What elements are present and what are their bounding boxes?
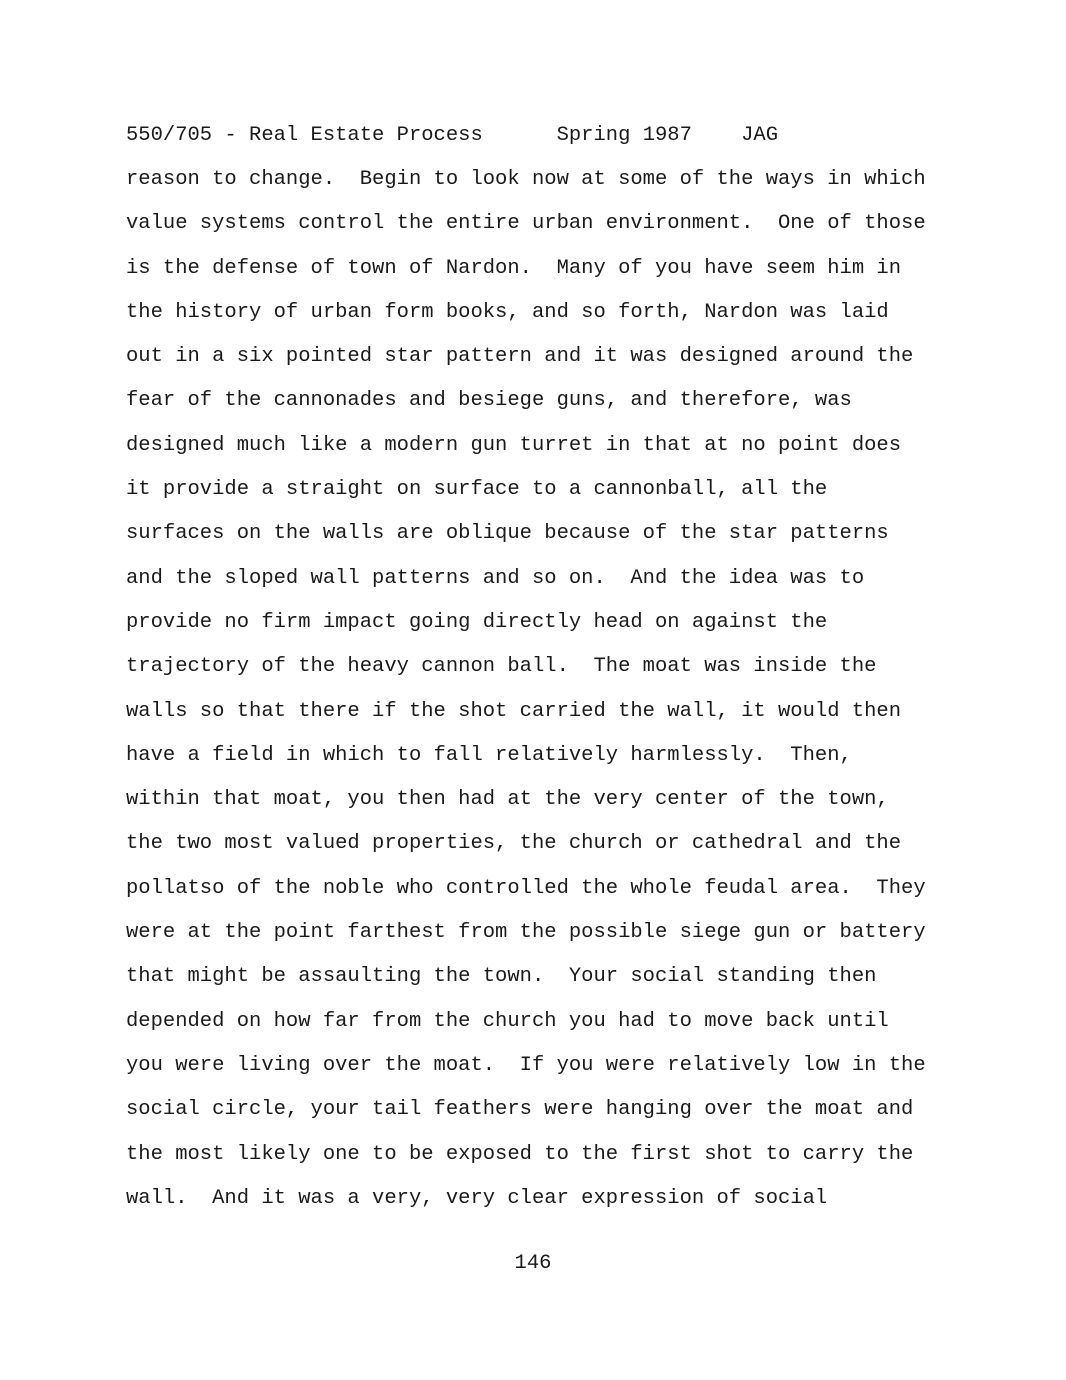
text-line: wall. And it was a very, very clear expression of social [126, 1186, 828, 1210]
text-line: you were living over the moat. If you were relatively low in the [126, 1053, 926, 1077]
text-line: depended on how far from the church you had to move back until [126, 1009, 889, 1033]
text-line: that might be assaulting the town. Your social standing then [126, 965, 877, 989]
page-number: 146 [514, 1252, 552, 1275]
text-line: trajectory of the heavy cannon ball. The moat was inside the [126, 655, 877, 679]
text-line: pollatso of the noble who controlled the whole feudal area. They [126, 876, 926, 900]
transcript-body [126, 166, 926, 1229]
text-line: the history of urban form books, and so forth, Nardon was laid [126, 300, 889, 324]
text-line: is the defense of town of Nardon. Many of you have seem him in [126, 256, 902, 280]
text-line: fear of the cannonades and besiege guns, and therefore, was [126, 389, 852, 413]
text-line: value systems control the entire urban environment. One of those [126, 212, 926, 236]
text-line: walls so that there if the shot carried the wall, it would then [126, 699, 902, 723]
text-line: designed much like a modern gun turret in that at no point does [126, 433, 902, 457]
text-line: out in a six pointed star pattern and it was designed around the [126, 345, 914, 369]
text-line: social circle, your tail feathers were hanging over the moat and [126, 1098, 914, 1122]
text-line: within that moat, you then had at the very center of the town, [126, 788, 889, 812]
header-initials: JAG [741, 124, 779, 147]
text-line: the most likely one to be exposed to the first shot to carry the [126, 1142, 914, 1166]
text-line: have a field in which to fall relatively harmlessly. Then, [126, 743, 852, 767]
text-line: provide no firm impact going directly head on against the [126, 610, 828, 634]
header-gap-1 [483, 124, 557, 147]
header-term: Spring 1987 [556, 124, 692, 147]
text-line: it provide a straight on surface to a cannonball, all the [126, 478, 828, 502]
header-gap-2 [692, 124, 741, 147]
page-header [126, 122, 778, 150]
text-line: surfaces on the walls are oblique because of the star patterns [126, 522, 889, 546]
text-line: and the sloped wall patterns and so on. And the idea was to [126, 566, 865, 590]
text-line: reason to change. Begin to look now at some of the ways in which [126, 168, 926, 191]
text-line: were at the point farthest from the possible siege gun or battery [126, 921, 926, 945]
header-course: 550/705 - Real Estate Process [126, 124, 483, 147]
text-line: the two most valued properties, the church or cathedral and the [126, 832, 902, 856]
